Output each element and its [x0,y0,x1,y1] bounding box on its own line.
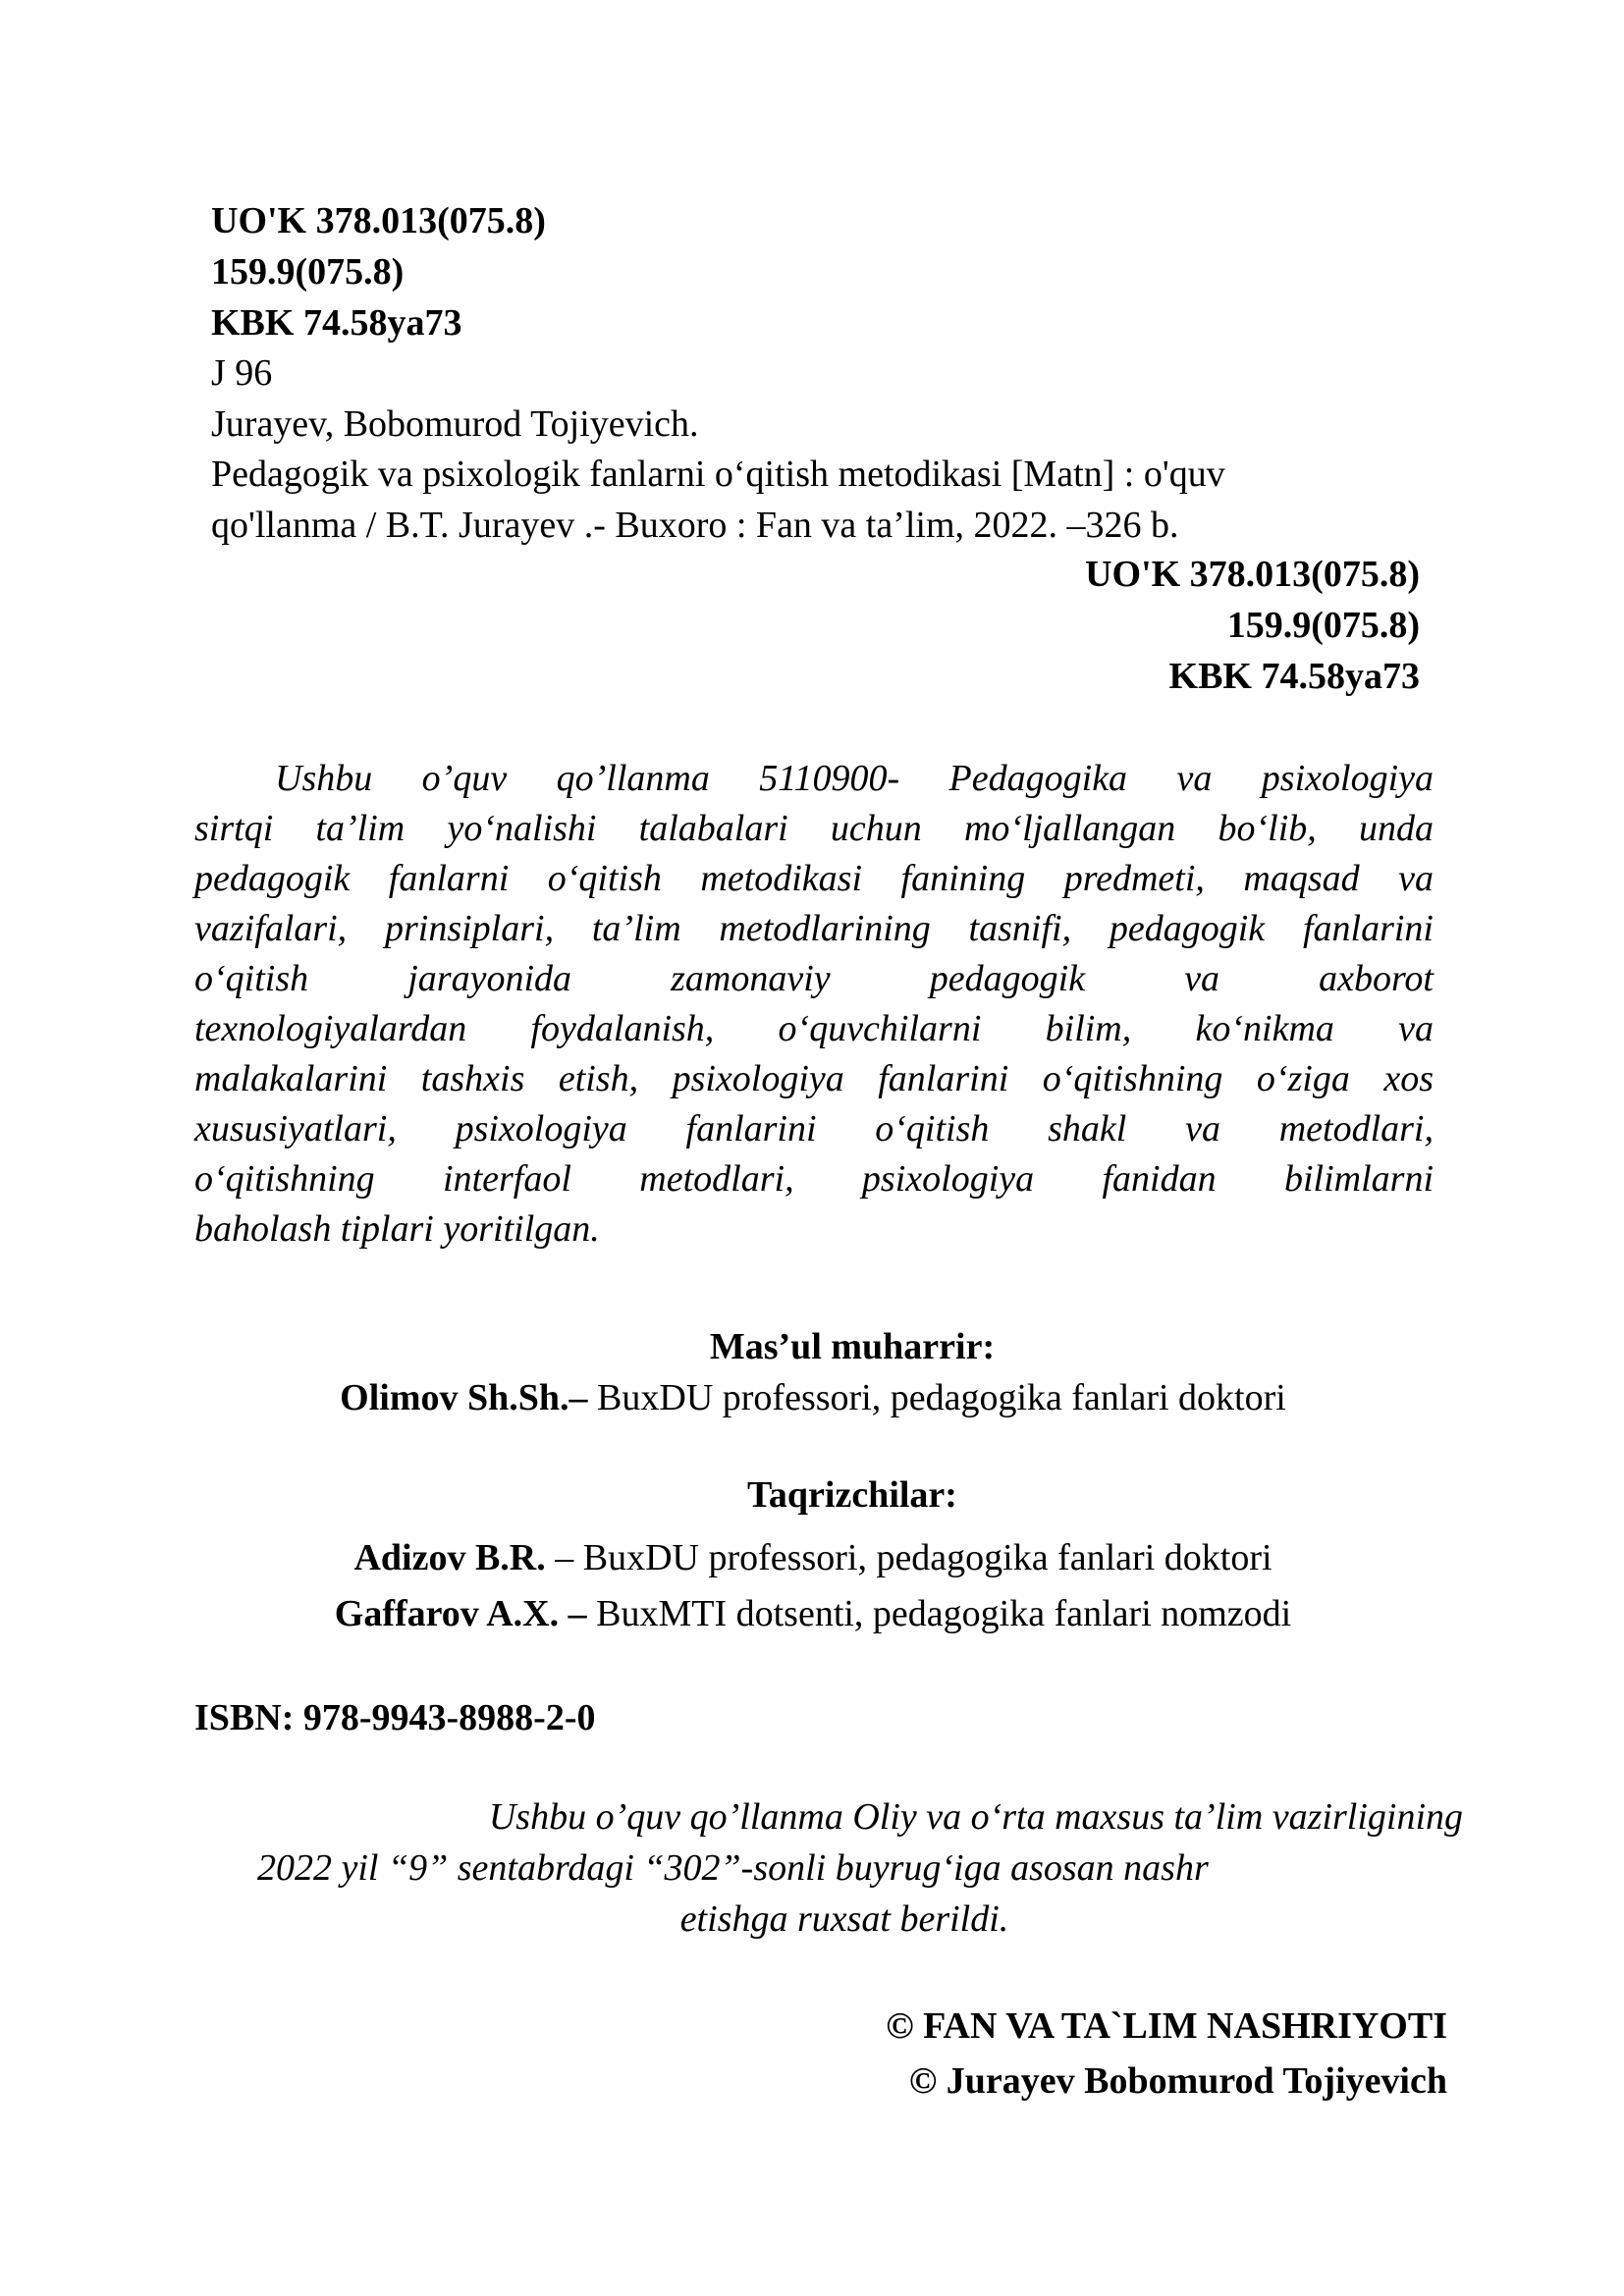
reviewers-heading-text: Taqrizchilar: [747,1474,957,1516]
approval-line: 2022 yil “9” sentabrdagi “302”-sonli buyrug‘iga asosan nashr [257,1847,1209,1889]
annotation-paragraph [194,754,1434,1255]
reviewer-name: Gaffarov A.X. – [334,1593,587,1634]
bibliographic-title-line-2: qo'llanma / B.T. Jurayev .- Buxoro : Fan va ta’lim, 2022. –326 b. [211,505,1179,546]
right-udk-code: UO'K 378.013(075.8) [1085,554,1420,595]
editor-name: Olimov Sh.Sh.– [340,1377,588,1418]
copyright-author: © Jurayev Bobomurod Tojiyevich [908,2060,1447,2102]
editor-description: BuxDU professori, pedagogika fanlari doktori [587,1377,1286,1418]
right-kbk-code: KBK 74.58ya73 [1168,656,1420,697]
annotation-line: sirtqi ta’lim yo‘nalishi talabalari uchun mo‘ljallangan bo‘lib, unda [194,808,1434,849]
approval-line: Ushbu o’quv qo’llanma Oliy va o‘rta maxsus ta’lim vazirligining [488,1796,1463,1838]
isbn: ISBN: 978-9943-8988-2-0 [194,1697,596,1738]
annotation-line: texnologiyalardan foydalanish, o‘quvchilarni bilim, ko‘nikma va [194,1008,1434,1049]
udk-code: UO'K 378.013(075.8) [211,200,546,241]
reviewer-line [155,1532,1471,1583]
editor-heading [194,1321,1510,1372]
bibliographic-title-line-1: Pedagogik va psixologik fanlarni oʻqitish metodikasi [Matn] : o'quv [211,454,1225,495]
annotation-line: pedagogik fanlarni o‘qitish metodikasi fanining predmeti, maqsad va [194,858,1434,899]
author-mark: J 96 [211,352,273,394]
annotation-line: o‘qitish jarayonida zamonaviy pedagogik va axborot [194,958,1434,999]
annotation-line: malakalarini tashxis etish, psixologiya fanlarini o‘qitishning o‘ziga xos [194,1058,1434,1099]
kbk-code: KBK 74.58ya73 [211,302,462,344]
right-udk-secondary-code: 159.9(075.8) [1226,605,1420,646]
reviewer-line [155,1588,1471,1639]
editor-line [155,1372,1471,1423]
reviewer-name: Adizov B.R. [353,1537,546,1578]
copyright-publisher: © FAN VA TA`LIM NASHRIYOTI [886,2005,1447,2047]
annotation-line: vazifalari, prinsiplari, ta’lim metodlarining tasnifi, pedagogik fanlarini [194,908,1434,949]
editor-heading-text: Mas’ul muharrir: [709,1326,996,1367]
approval-line: etishga ruxsat berildi. [679,1898,1009,1940]
author-name: Jurayev, Bobomurod Tojiyevich. [211,403,699,445]
udk-secondary-code: 159.9(075.8) [211,251,405,293]
annotation-line: baholash tiplari yoritilgan. [194,1208,600,1250]
annotation-line: xususiyatlari, psixologiya fanlarini o‘qitish shakl va metodlari, [194,1108,1434,1149]
reviewer-description: BuxMTI dotsenti, pedagogika fanlari nomzodi [586,1593,1292,1634]
reviewers-heading [194,1469,1510,1521]
annotation-line: o‘qitishning interfaol metodlari, psixologiya fanidan bilimlarni [194,1158,1434,1200]
annotation-line: Ushbu o’quv qo’llanma 5110900- Pedagogika va psixologiya [275,758,1434,799]
reviewer-description: – BuxDU professori, pedagogika fanlari doktori [545,1537,1272,1578]
approval-note [226,1791,1463,1945]
